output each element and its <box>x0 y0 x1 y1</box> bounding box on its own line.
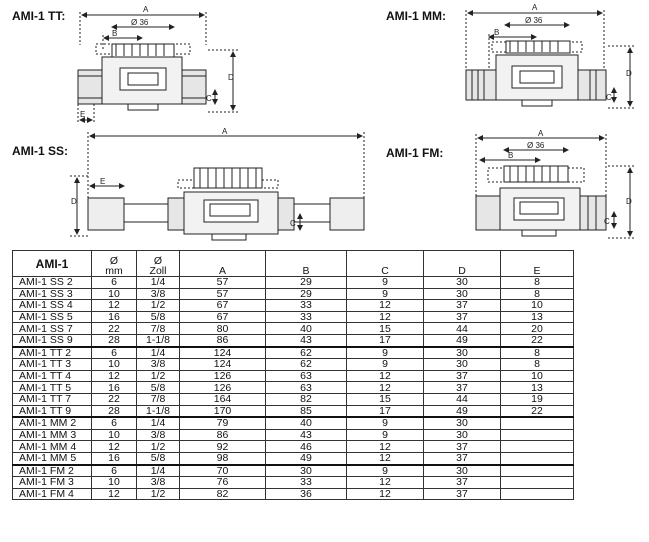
table-cell: 10 <box>92 359 137 371</box>
cell-model: AMI-1 TT 4 <box>13 370 92 382</box>
table-cell: 57 <box>180 277 266 289</box>
table-cell: 124 <box>180 359 266 371</box>
cell-model: AMI-1 FM 3 <box>13 477 92 489</box>
table-cell: 8 <box>501 359 574 371</box>
svg-text:A: A <box>532 3 538 12</box>
svg-text:E: E <box>100 177 106 186</box>
cell-model: AMI-1 TT 9 <box>13 405 92 417</box>
dimension-table <box>12 250 574 500</box>
table-row <box>13 288 574 300</box>
svg-text:D: D <box>71 197 77 206</box>
table-cell: 124 <box>180 347 266 359</box>
header-diameter-zoll: Ø Zoll <box>137 251 180 277</box>
table-row <box>13 405 574 417</box>
table-cell: 49 <box>424 334 501 346</box>
table-cell: 85 <box>266 405 347 417</box>
cell-model: AMI-1 MM 2 <box>13 417 92 429</box>
table-row <box>13 452 574 464</box>
table-row <box>13 300 574 312</box>
table-cell: 30 <box>424 277 501 289</box>
svg-text:C: C <box>290 219 296 228</box>
table-row <box>13 277 574 289</box>
table-cell: 67 <box>180 311 266 323</box>
cell-model: AMI-1 MM 5 <box>13 452 92 464</box>
table-cell: 22 <box>92 393 137 405</box>
table-row <box>13 382 574 394</box>
table-cell: 8 <box>501 347 574 359</box>
table-row <box>13 393 574 405</box>
table-cell: 9 <box>347 347 424 359</box>
table-cell: 40 <box>266 417 347 429</box>
table-cell: 17 <box>347 334 424 346</box>
svg-text:B: B <box>494 28 500 37</box>
table-cell: 1-1/8 <box>137 334 180 346</box>
table-cell: 33 <box>266 477 347 489</box>
diagram-title-fm: AMI-1 FM: <box>386 146 444 160</box>
header-diameter-mm: Ø mm <box>92 251 137 277</box>
header-a: A <box>180 251 266 277</box>
table-row <box>13 347 574 359</box>
table-cell: 7/8 <box>137 393 180 405</box>
header-d: D <box>424 251 501 277</box>
svg-text:C: C <box>206 94 212 103</box>
table-cell: 62 <box>266 359 347 371</box>
cell-model: AMI-1 SS 7 <box>13 323 92 335</box>
table-cell: 44 <box>424 393 501 405</box>
table-cell: 10 <box>501 300 574 312</box>
table-row <box>13 488 574 500</box>
table-cell: 164 <box>180 393 266 405</box>
header-b: B <box>266 251 347 277</box>
table-cell: 12 <box>92 488 137 500</box>
table-cell: 1-1/8 <box>137 405 180 417</box>
svg-text:Ø 36: Ø 36 <box>527 141 545 150</box>
table-cell: 22 <box>501 405 574 417</box>
table-cell: 8 <box>501 288 574 300</box>
diagram-title-tt: AMI-1 TT: <box>12 9 66 23</box>
cell-model: AMI-1 FM 4 <box>13 488 92 500</box>
table-cell: 37 <box>424 488 501 500</box>
table-cell: 70 <box>180 465 266 477</box>
table-body <box>13 277 574 500</box>
table-cell <box>501 488 574 500</box>
table-cell: 170 <box>180 405 266 417</box>
table-cell: 67 <box>180 300 266 312</box>
fm-drawing <box>476 134 636 238</box>
table-cell: 79 <box>180 417 266 429</box>
table-cell: 1/2 <box>137 441 180 453</box>
cell-model: AMI-1 TT 5 <box>13 382 92 394</box>
table-cell: 92 <box>180 441 266 453</box>
table-cell: 8 <box>501 277 574 289</box>
table-cell: 62 <box>266 347 347 359</box>
svg-text:A: A <box>143 5 149 14</box>
table-row <box>13 359 574 371</box>
table-cell: 12 <box>347 477 424 489</box>
table-cell: 1/2 <box>137 300 180 312</box>
svg-text:D: D <box>228 73 234 82</box>
svg-text:Ø 36: Ø 36 <box>525 16 543 25</box>
table-cell <box>501 417 574 429</box>
cell-model: AMI-1 SS 5 <box>13 311 92 323</box>
tt-drawing <box>78 12 240 124</box>
table-cell: 63 <box>266 382 347 394</box>
svg-text:C: C <box>606 93 612 102</box>
table-cell: 37 <box>424 311 501 323</box>
table-cell: 12 <box>347 370 424 382</box>
cell-model: AMI-1 TT 7 <box>13 393 92 405</box>
table-cell <box>501 441 574 453</box>
table-cell: 44 <box>424 323 501 335</box>
table-cell: 37 <box>424 441 501 453</box>
svg-text:B: B <box>112 29 118 38</box>
svg-text:C: C <box>604 217 610 226</box>
table-cell: 12 <box>92 300 137 312</box>
table-cell: 3/8 <box>137 288 180 300</box>
table-cell: 1/4 <box>137 277 180 289</box>
table-cell: 9 <box>347 465 424 477</box>
table-cell: 15 <box>347 323 424 335</box>
table-row <box>13 465 574 477</box>
table-cell: 12 <box>347 452 424 464</box>
table-cell: 9 <box>347 359 424 371</box>
table-cell: 5/8 <box>137 311 180 323</box>
table-row <box>13 477 574 489</box>
table-cell: 13 <box>501 382 574 394</box>
table-cell: 49 <box>266 452 347 464</box>
table-cell <box>501 465 574 477</box>
svg-text:A: A <box>538 129 544 138</box>
table-cell: 9 <box>347 277 424 289</box>
table-cell: 6 <box>92 347 137 359</box>
table-cell: 29 <box>266 277 347 289</box>
table-cell: 3/8 <box>137 429 180 441</box>
table-cell: 5/8 <box>137 382 180 394</box>
header-e: E <box>501 251 574 277</box>
table-cell: 76 <box>180 477 266 489</box>
table-cell: 22 <box>501 334 574 346</box>
header-c: C <box>347 251 424 277</box>
cell-model: AMI-1 TT 3 <box>13 359 92 371</box>
cell-model: AMI-1 FM 2 <box>13 465 92 477</box>
table-cell: 1/2 <box>137 488 180 500</box>
table-cell: 7/8 <box>137 323 180 335</box>
cell-model: AMI-1 SS 3 <box>13 288 92 300</box>
table-cell: 46 <box>266 441 347 453</box>
table-cell: 82 <box>266 393 347 405</box>
table-cell: 9 <box>347 288 424 300</box>
table-cell: 6 <box>92 277 137 289</box>
table-cell: 86 <box>180 334 266 346</box>
table-cell <box>501 429 574 441</box>
table-cell: 12 <box>92 370 137 382</box>
table-cell: 10 <box>92 429 137 441</box>
table-cell: 10 <box>92 288 137 300</box>
table-cell: 10 <box>501 370 574 382</box>
header-model: AMI-1 <box>13 251 92 277</box>
table-cell: 28 <box>92 405 137 417</box>
table-cell: 30 <box>424 359 501 371</box>
table-cell: 30 <box>424 465 501 477</box>
table-cell: 1/2 <box>137 370 180 382</box>
table-cell: 16 <box>92 311 137 323</box>
table-cell: 30 <box>424 288 501 300</box>
diagram-title-mm: AMI-1 MM: <box>386 9 446 23</box>
diagram-title-ss: AMI-1 SS: <box>12 144 69 158</box>
table-cell: 30 <box>424 347 501 359</box>
table-row <box>13 323 574 335</box>
table-cell: 10 <box>92 477 137 489</box>
table-cell: 1/4 <box>137 417 180 429</box>
table-cell: 98 <box>180 452 266 464</box>
table-cell: 6 <box>92 417 137 429</box>
svg-text:A: A <box>222 127 228 136</box>
table-cell: 37 <box>424 370 501 382</box>
table-cell: 12 <box>347 382 424 394</box>
table-row <box>13 334 574 346</box>
table-cell: 57 <box>180 288 266 300</box>
table-cell: 22 <box>92 323 137 335</box>
table-cell: 126 <box>180 382 266 394</box>
table-row <box>13 311 574 323</box>
table-cell: 9 <box>347 417 424 429</box>
table-cell: 20 <box>501 323 574 335</box>
table-row <box>13 370 574 382</box>
table-cell: 1/4 <box>137 347 180 359</box>
table-cell: 36 <box>266 488 347 500</box>
cell-model: AMI-1 SS 9 <box>13 334 92 346</box>
table-cell: 33 <box>266 311 347 323</box>
table-row <box>13 429 574 441</box>
table-cell: 12 <box>347 488 424 500</box>
table-cell: 33 <box>266 300 347 312</box>
svg-text:Ø 36: Ø 36 <box>131 18 149 27</box>
table-cell: 40 <box>266 323 347 335</box>
table-cell: 12 <box>347 441 424 453</box>
table-row <box>13 417 574 429</box>
table-cell: 80 <box>180 323 266 335</box>
table-cell: 37 <box>424 300 501 312</box>
table-cell: 43 <box>266 429 347 441</box>
table-cell <box>501 452 574 464</box>
table-cell: 3/8 <box>137 359 180 371</box>
table-cell: 16 <box>92 452 137 464</box>
table-cell: 12 <box>347 311 424 323</box>
table-cell: 43 <box>266 334 347 346</box>
cell-model: AMI-1 MM 4 <box>13 441 92 453</box>
table-cell: 12 <box>92 441 137 453</box>
table-cell: 6 <box>92 465 137 477</box>
table-cell: 1/4 <box>137 465 180 477</box>
table-cell <box>501 477 574 489</box>
table-cell: 30 <box>266 465 347 477</box>
table-cell: 37 <box>424 477 501 489</box>
table-cell: 82 <box>180 488 266 500</box>
table-row <box>13 441 574 453</box>
table-cell: 16 <box>92 382 137 394</box>
table-cell: 30 <box>424 429 501 441</box>
table-cell: 49 <box>424 405 501 417</box>
table-cell: 126 <box>180 370 266 382</box>
table-cell: 9 <box>347 429 424 441</box>
cell-model: AMI-1 SS 2 <box>13 277 92 289</box>
table-cell: 17 <box>347 405 424 417</box>
table-cell: 5/8 <box>137 452 180 464</box>
table-cell: 30 <box>424 417 501 429</box>
table-cell: 12 <box>347 300 424 312</box>
ss-drawing <box>70 132 364 240</box>
svg-text:D: D <box>626 197 632 206</box>
svg-text:D: D <box>626 69 632 78</box>
table-cell: 28 <box>92 334 137 346</box>
table-cell: 86 <box>180 429 266 441</box>
table-cell: 29 <box>266 288 347 300</box>
technical-drawings <box>0 0 649 250</box>
cell-model: AMI-1 TT 2 <box>13 347 92 359</box>
table-cell: 3/8 <box>137 477 180 489</box>
table-cell: 13 <box>501 311 574 323</box>
table-cell: 19 <box>501 393 574 405</box>
table-cell: 63 <box>266 370 347 382</box>
table-cell: 15 <box>347 393 424 405</box>
svg-text:B: B <box>508 151 514 160</box>
svg-text:E: E <box>80 110 86 119</box>
cell-model: AMI-1 MM 3 <box>13 429 92 441</box>
cell-model: AMI-1 SS 4 <box>13 300 92 312</box>
table-cell: 37 <box>424 382 501 394</box>
table-cell: 37 <box>424 452 501 464</box>
